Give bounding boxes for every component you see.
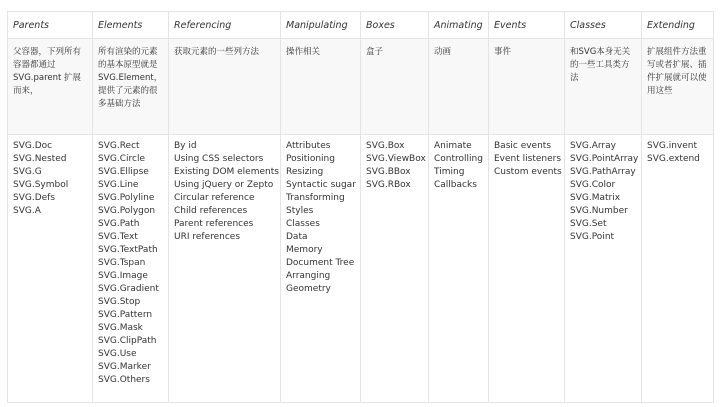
item-list xyxy=(98,140,163,387)
list-item: SVG.G xyxy=(13,167,42,177)
items-cell-animating xyxy=(429,135,489,403)
list-item: SVG.Nested xyxy=(13,154,67,164)
items-cell-boxes xyxy=(361,135,429,403)
list-item: SVG.Polyline xyxy=(98,193,155,203)
list-item: Arranging xyxy=(286,271,331,281)
column-header-referencing: Referencing xyxy=(169,12,281,39)
list-item: SVG.Mask xyxy=(98,323,143,333)
column-header-classes: Classes xyxy=(565,12,642,39)
items-cell-parents xyxy=(8,135,93,403)
list-item: SVG.ClipPath xyxy=(98,336,157,346)
list-item: SVG.Symbol xyxy=(13,180,69,190)
description-text: 操作相关 xyxy=(286,47,321,57)
list-item: SVG.ViewBox xyxy=(366,154,426,164)
description-cell-classes xyxy=(565,39,642,135)
list-item: Basic events xyxy=(494,141,552,151)
svgjs-overview-table xyxy=(7,11,714,403)
list-item: SVG.Rect xyxy=(98,141,140,151)
items-cell-classes xyxy=(565,135,642,403)
description-text: 父容器，下列所有容器都通过 SVG.parent 扩展而来， xyxy=(13,47,82,96)
items-cell-elements xyxy=(93,135,169,403)
list-item: SVG.invent xyxy=(647,141,698,151)
description-text: 盒子 xyxy=(366,47,384,57)
list-item: SVG.Circle xyxy=(98,154,145,164)
list-item: Styles xyxy=(286,206,314,216)
list-item: SVG.Point xyxy=(570,232,615,242)
column-header-elements: Elements xyxy=(93,12,169,39)
list-item: Transforming xyxy=(286,193,345,203)
list-item: Document Tree xyxy=(286,258,355,268)
item-list xyxy=(434,140,483,192)
list-item: SVG.Pattern xyxy=(98,310,153,320)
item-list xyxy=(174,140,279,244)
list-item: Child references xyxy=(174,206,248,216)
list-item: Callbacks xyxy=(434,180,477,190)
list-item: SVG.A xyxy=(13,206,41,216)
list-item: SVG.Use xyxy=(98,349,137,359)
list-item: By id xyxy=(174,141,197,151)
description-cell-referencing xyxy=(169,39,281,135)
list-item: SVG.Set xyxy=(570,219,607,229)
items-cell-referencing xyxy=(169,135,281,403)
description-text: 和SVG本身无关的一些工具类方法 xyxy=(570,47,631,83)
list-item: SVG.Gradient xyxy=(98,284,159,294)
item-list xyxy=(570,140,639,244)
column-header-boxes: Boxes xyxy=(361,12,429,39)
header-row xyxy=(8,12,714,39)
items-cell-extending xyxy=(642,135,714,403)
description-cell-parents xyxy=(8,39,93,135)
list-item: SVG.Stop xyxy=(98,297,141,307)
items-cell-manipulating xyxy=(281,135,361,403)
description-cell-animating xyxy=(429,39,489,135)
item-list xyxy=(366,140,426,192)
column-header-animating: Animating xyxy=(429,12,489,39)
description-cell-boxes xyxy=(361,39,429,135)
list-item: SVG.Tspan xyxy=(98,258,146,268)
list-item: Memory xyxy=(286,245,323,255)
description-text: 获取元素的一些列方法 xyxy=(174,47,260,57)
list-item: SVG.Defs xyxy=(13,193,56,203)
list-item: Parent references xyxy=(174,219,254,229)
list-item: SVG.Color xyxy=(570,180,616,190)
column-header-manipulating: Manipulating xyxy=(281,12,361,39)
description-cell-manipulating xyxy=(281,39,361,135)
items-row xyxy=(8,135,714,403)
list-item: Custom events xyxy=(494,167,562,177)
list-item: Animate xyxy=(434,141,472,151)
items-cell-events xyxy=(489,135,565,403)
list-item: SVG.Marker xyxy=(98,362,151,372)
list-item: SVG.Polygon xyxy=(98,206,156,216)
item-list xyxy=(647,140,708,166)
list-item: SVG.Path xyxy=(98,219,140,229)
column-header-extending: Extending xyxy=(642,12,714,39)
list-item: Controlling xyxy=(434,154,483,164)
list-item: SVG.Line xyxy=(98,180,139,190)
list-item: Existing DOM elements xyxy=(174,167,279,177)
list-item: Syntactic sugar xyxy=(286,180,356,190)
list-item: SVG.Ellipse xyxy=(98,167,149,177)
description-text: 所有渲染的元素的基本原型就是 SVG.Element，提供了元素的很多基础方法 xyxy=(98,47,163,109)
list-item: SVG.Image xyxy=(98,271,148,281)
list-item: URI references xyxy=(174,232,241,242)
list-item: SVG.Text xyxy=(98,232,138,242)
description-text: 动画 xyxy=(434,47,452,57)
list-item: SVG.extend xyxy=(647,154,700,164)
description-text: 事件 xyxy=(494,47,512,57)
list-item: SVG.Matrix xyxy=(570,193,621,203)
column-header-parents: Parents xyxy=(8,12,93,39)
description-cell-elements xyxy=(93,39,169,135)
list-item: Data xyxy=(286,232,308,242)
list-item: Resizing xyxy=(286,167,324,177)
description-cell-events xyxy=(489,39,565,135)
list-item: SVG.TextPath xyxy=(98,245,158,255)
list-item: SVG.BBox xyxy=(366,167,411,177)
list-item: SVG.PointArray xyxy=(570,154,639,164)
list-item: SVG.Number xyxy=(570,206,628,216)
list-item: SVG.Box xyxy=(366,141,405,151)
description-row xyxy=(8,39,714,135)
column-header-events: Events xyxy=(489,12,565,39)
list-item: Classes xyxy=(286,219,320,229)
item-list xyxy=(494,140,562,179)
list-item: Circular reference xyxy=(174,193,255,203)
list-item: SVG.Doc xyxy=(13,141,53,151)
list-item: Attributes xyxy=(286,141,331,151)
item-list xyxy=(286,140,355,296)
list-item: Using jQuery or Zepto xyxy=(174,180,274,190)
list-item: Positioning xyxy=(286,154,335,164)
item-list xyxy=(13,140,87,218)
description-cell-extending xyxy=(642,39,714,135)
list-item: Using CSS selectors xyxy=(174,154,264,164)
list-item: SVG.PathArray xyxy=(570,167,636,177)
list-item: SVG.Others xyxy=(98,375,150,385)
list-item: Event listeners xyxy=(494,154,562,164)
list-item: SVG.RBox xyxy=(366,180,411,190)
list-item: SVG.Array xyxy=(570,141,616,151)
list-item: Timing xyxy=(434,167,465,177)
description-text: 扩展组件方法重写或者扩展、插件扩展就可以使用这些 xyxy=(647,47,707,96)
list-item: Geometry xyxy=(286,284,331,294)
